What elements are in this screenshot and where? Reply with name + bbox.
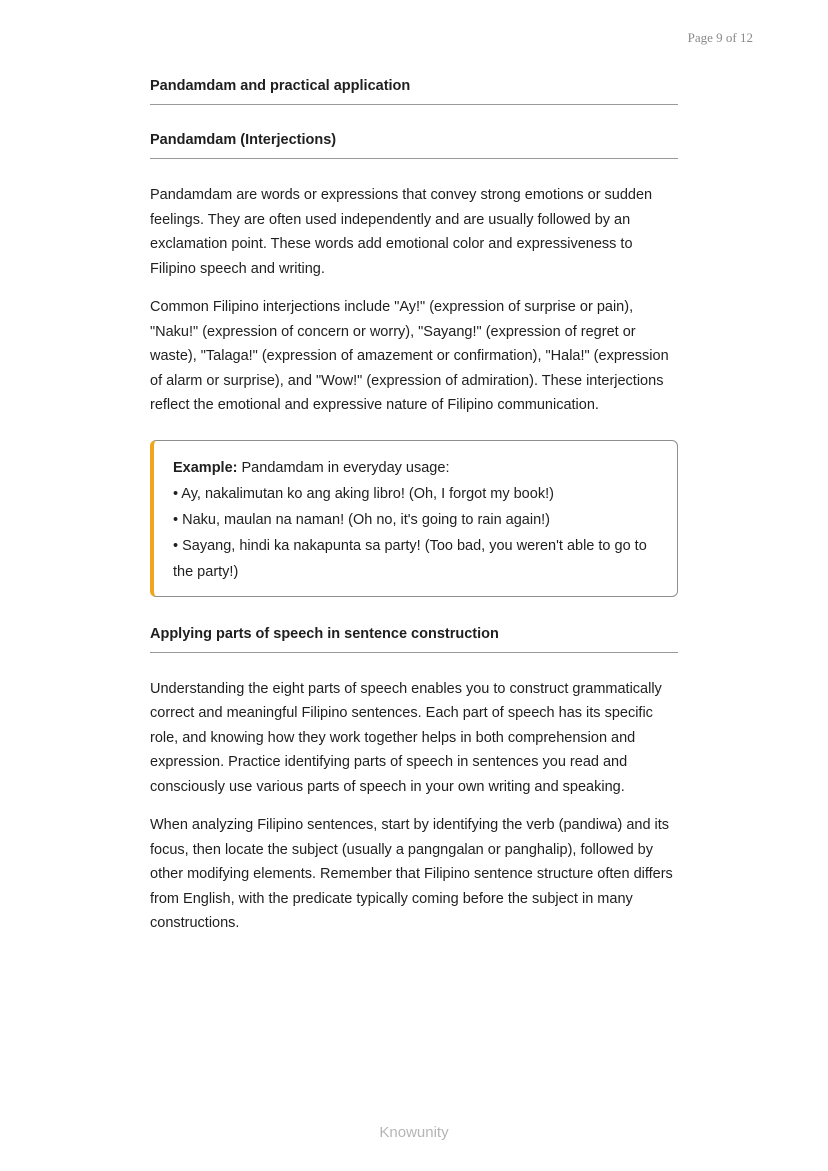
page-number: Page 9 of 12 bbox=[687, 30, 753, 45]
example-item: • Sayang, hindi ka nakapunta sa party! (Too bad, you weren't able to go to the party!) bbox=[173, 537, 647, 580]
document-content bbox=[150, 78, 678, 950]
example-callout bbox=[150, 440, 678, 597]
interjections-heading: Pandamdam (Interjections) bbox=[150, 132, 678, 159]
example-item: • Ay, nakalimutan ko ang aking libro! (Oh, I forgot my book!) bbox=[173, 485, 554, 502]
footer-brand: Knowunity bbox=[379, 1124, 449, 1141]
paragraph-common-interjections: Common Filipino interjections include "Ay!" (expression of surprise or pain), "Naku!" (expression of concern or worry), "Sayang!" (expression of regret or waste), "Talaga!" (expression of amazement or confirmation), "Hala!" (expression of alarm or surprise), and "Wow!" (expression of admiration). These interjections reflect the emotional and expressive nature of Filipino communication. bbox=[150, 299, 669, 413]
paragraph-analyzing: When analyzing Filipino sentences, start by identifying the verb (pandiwa) and its focus, then locate the subject (usually a pangngalan or panghalip), followed by other modifying elements. Remember that Filipino sentence structure often differs from English, with the predicate typically coming before the subject in many constructions. bbox=[150, 817, 673, 931]
example-label: Example: bbox=[173, 459, 238, 476]
example-intro bbox=[173, 455, 665, 481]
section-title: Pandamdam and practical application bbox=[150, 78, 678, 105]
paragraph-definition: Pandamdam are words or expressions that convey strong emotions or sudden feelings. They are often used independently and are usually followed by an exclamation point. These words add emotional color and expressiveness to Filipino speech and writing. bbox=[150, 187, 653, 277]
application-heading: Applying parts of speech in sentence construction bbox=[150, 626, 678, 653]
example-intro-text: Pandamdam in everyday usage: bbox=[237, 459, 450, 476]
example-item: • Naku, maulan na naman! (Oh no, it's going to rain again!) bbox=[173, 511, 550, 528]
paragraph-understanding: Understanding the eight parts of speech enables you to construct grammatically correct and meaningful Filipino sentences. Each part of speech has its specific role, and knowing how they work together helps in both comprehension and expression. Practice identifying parts of speech in sentences you read and consciously use various parts of speech in your own writing and speaking. bbox=[150, 680, 662, 795]
